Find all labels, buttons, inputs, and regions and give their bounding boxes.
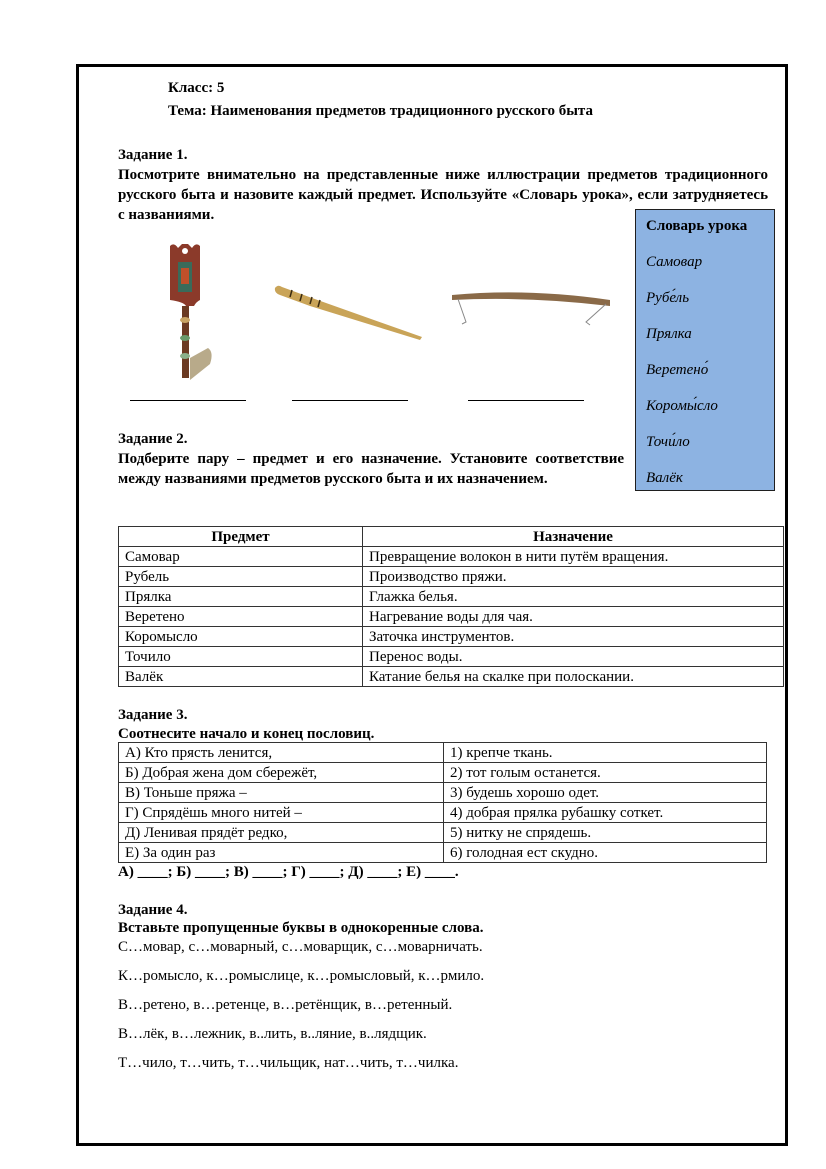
task1-title: Задание 1. xyxy=(118,147,188,163)
purpose-cell: Нагревание воды для чая. xyxy=(363,607,784,627)
table-row xyxy=(119,567,784,587)
word-line: С…мовар, с…моварный, с…моварщик, с…моварничать. xyxy=(118,939,483,955)
purpose-cell: Глажка белья. xyxy=(363,587,784,607)
task3-title: Задание 3. xyxy=(118,707,188,723)
table-row xyxy=(119,803,767,823)
table-row xyxy=(119,627,784,647)
yoke-image xyxy=(448,290,613,335)
item-cell: Прялка xyxy=(119,587,363,607)
table-row xyxy=(119,823,767,843)
column-header: Предмет xyxy=(119,527,363,547)
table-row xyxy=(119,843,767,863)
column-header: Назначение xyxy=(363,527,784,547)
item-cell: Точило xyxy=(119,647,363,667)
table-row xyxy=(119,647,784,667)
task4-instructions: Вставьте пропущенные буквы в однокоренные слова. xyxy=(118,920,484,936)
table-row xyxy=(119,667,784,687)
vocabulary-word: Веретено́ xyxy=(646,362,709,378)
word-line: Т…чило, т…чить, т…чильщик, нат…чить, т…чилка. xyxy=(118,1055,459,1071)
word-line: В…лёк, в…лежник, в..лить, в..ляние, в..лядщик. xyxy=(118,1026,427,1042)
table-row xyxy=(119,783,767,803)
table-header-row xyxy=(119,527,784,547)
proverb-end: 3) будешь хорошо одет. xyxy=(444,783,767,803)
item-cell: Самовар xyxy=(119,547,363,567)
vocabulary-word: Прялка xyxy=(646,326,692,342)
purpose-cell: Превращение волокон в нити путём вращения. xyxy=(363,547,784,567)
table-row xyxy=(119,743,767,763)
proverb-end: 5) нитку не спрядешь. xyxy=(444,823,767,843)
task3-instructions: Соотнесите начало и конец пословиц. xyxy=(118,726,375,742)
table-row xyxy=(119,547,784,567)
proverb-end: 2) тот голым останется. xyxy=(444,763,767,783)
table-row xyxy=(119,587,784,607)
purpose-cell: Производство пряжи. xyxy=(363,567,784,587)
answer-blank-3[interactable] xyxy=(468,400,584,401)
proverb-start: А) Кто прясть ленится, xyxy=(119,743,444,763)
proverb-start: Е) За один раз xyxy=(119,843,444,863)
vocabulary-word: Точи́ло xyxy=(646,434,690,450)
task2-title: Задание 2. xyxy=(118,431,188,447)
table-row xyxy=(119,763,767,783)
vocabulary-word: Самовар xyxy=(646,254,703,270)
item-cell: Валёк xyxy=(119,667,363,687)
task2-instructions: Подберите пару – предмет и его назначение. Установите соответствие между названиями предметов русского быта и их назначением. xyxy=(118,451,624,487)
purpose-cell: Катание белья на скалке при полоскании. xyxy=(363,667,784,687)
word-line: В…ретено, в…ретенце, в…ретёнщик, в…ретенный. xyxy=(118,997,453,1013)
task3-answer-line[interactable]: А) ____; Б) ____; В) ____; Г) ____; Д) ____; Е) ____. xyxy=(118,864,459,880)
vocabulary-word: Коромы́сло xyxy=(646,398,718,414)
proverb-start: Б) Добрая жена дом сбережёт, xyxy=(119,763,444,783)
proverbs-table xyxy=(118,742,767,863)
table-row xyxy=(119,607,784,627)
task4-title: Задание 4. xyxy=(118,902,188,918)
word-line: К…ромысло, к…ромыслице, к…ромысловый, к…рмило. xyxy=(118,968,485,984)
item-cell: Рубель xyxy=(119,567,363,587)
answer-blank-2[interactable] xyxy=(292,400,408,401)
item-cell: Веретено xyxy=(119,607,363,627)
spindle-image xyxy=(272,282,432,346)
vocabulary-word: Валёк xyxy=(646,470,683,486)
answer-blank-1[interactable] xyxy=(130,400,246,401)
vocabulary-box xyxy=(635,209,775,491)
proverb-start: Г) Спрядёшь много нитей – xyxy=(119,803,444,823)
item-cell: Коромысло xyxy=(119,627,363,647)
task2-table xyxy=(118,526,784,687)
topic-title: Тема: Наименования предметов традиционного русского быта xyxy=(168,103,593,119)
purpose-cell: Перенос воды. xyxy=(363,647,784,667)
spinning-wheel-image xyxy=(160,240,220,385)
proverb-end: 1) крепче ткань. xyxy=(444,743,767,763)
vocabulary-word: Рубе́ль xyxy=(646,290,690,306)
proverb-start: В) Тоньше пряжа – xyxy=(119,783,444,803)
proverb-end: 6) голодная ест скудно. xyxy=(444,843,767,863)
purpose-cell: Заточка инструментов. xyxy=(363,627,784,647)
task1-instructions: Посмотрите внимательно на представленные ниже иллюстрации предметов традиционного русского быта и назовите каждый предмет. Используйте «Словарь урока», если затрудняетесь с названиями. xyxy=(118,167,768,223)
grade-label: Класс: 5 xyxy=(168,80,225,96)
vocabulary-title: Словарь урока xyxy=(646,218,748,234)
proverb-start: Д) Ленивая прядёт редко, xyxy=(119,823,444,843)
proverb-end: 4) добрая прялка рубашку соткет. xyxy=(444,803,767,823)
